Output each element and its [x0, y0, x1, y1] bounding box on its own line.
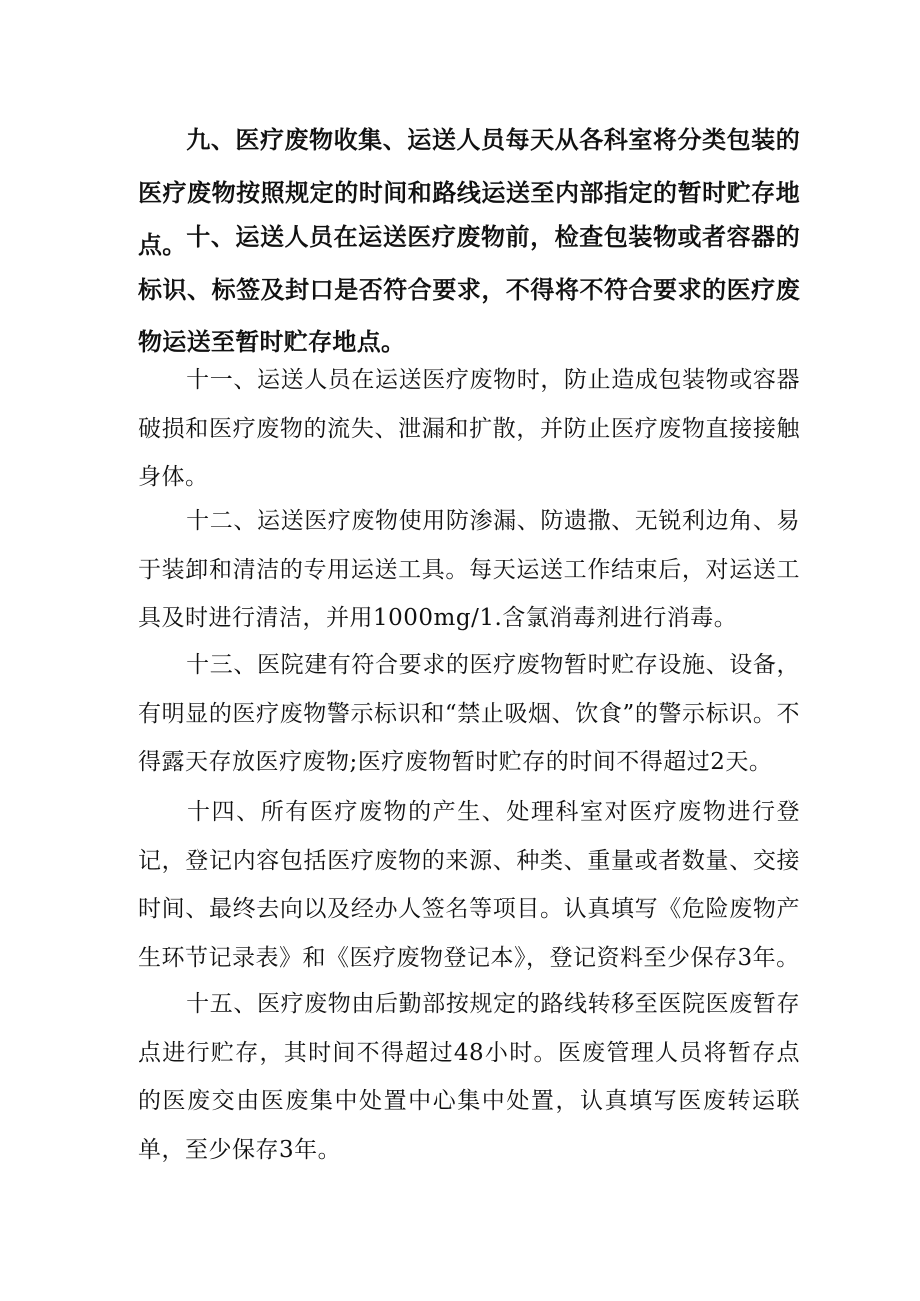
paragraph-10 — [138, 211, 800, 369]
paragraph-15 — [138, 980, 800, 1174]
paragraph-14-text: 十四、所有医疗废物的产生、处理科室对医疗废物进行登记，登记内容包括医疗废物的来源、种类、重量或者数量、交接时间、最终去向以及经办人签名等项目。认真填写《危险废物产生环节记录表》和《医疗废物登记本》，登记资料至少保存3年。 — [138, 799, 800, 971]
paragraph-13 — [138, 641, 800, 787]
paragraph-14 — [138, 788, 800, 982]
paragraph-12-text: 十二、运送医疗废物使用防渗漏、防遗撒、无锐利边角、易于装卸和清洁的专用运送工具。每天运送工作结束后，对运送工具及时进行清洁，并用1000mg/1.含氯消毒剂进行消毒。 — [138, 508, 800, 631]
paragraph-9-text: 九、医疗废物收集、运送人员每天从各科室将分类包装的医疗废物按照规定的时间和路线运送至内部指定的暂时贮存地点。 — [138, 126, 800, 259]
paragraph-12 — [138, 497, 800, 643]
paragraph-15-text: 十五、医疗废物由后勤部按规定的路线转移至医院医废暂存点进行贮存，其时间不得超过48小时。医废管理人员将暂存点的医废交由医废集中处置中心集中处置，认真填写医废转运联单，至少保存3年。 — [138, 991, 800, 1163]
paragraph-11-text: 十一、运送人员在运送医疗废物时，防止造成包装物或容器破损和医疗废物的流失、泄漏和扩散，并防止医疗废物直接接触身体。 — [138, 367, 800, 490]
paragraph-11 — [138, 356, 800, 502]
paragraph-13-text: 十三、医院建有符合要求的医疗废物暂时贮存设施、设备，有明显的医疗废物警示标识和“禁止吸烟、饮食”的警示标识。不得露天存放医疗废物;医疗废物暂时贮存的时间不得超过2天。 — [138, 652, 800, 775]
paragraph-10-text: 十、运送人员在运送医疗废物前，检查包装物或者容器的标识、标签及封口是否符合要求，不得将不符合要求的医疗废物运送至暂时贮存地点。 — [138, 223, 800, 356]
